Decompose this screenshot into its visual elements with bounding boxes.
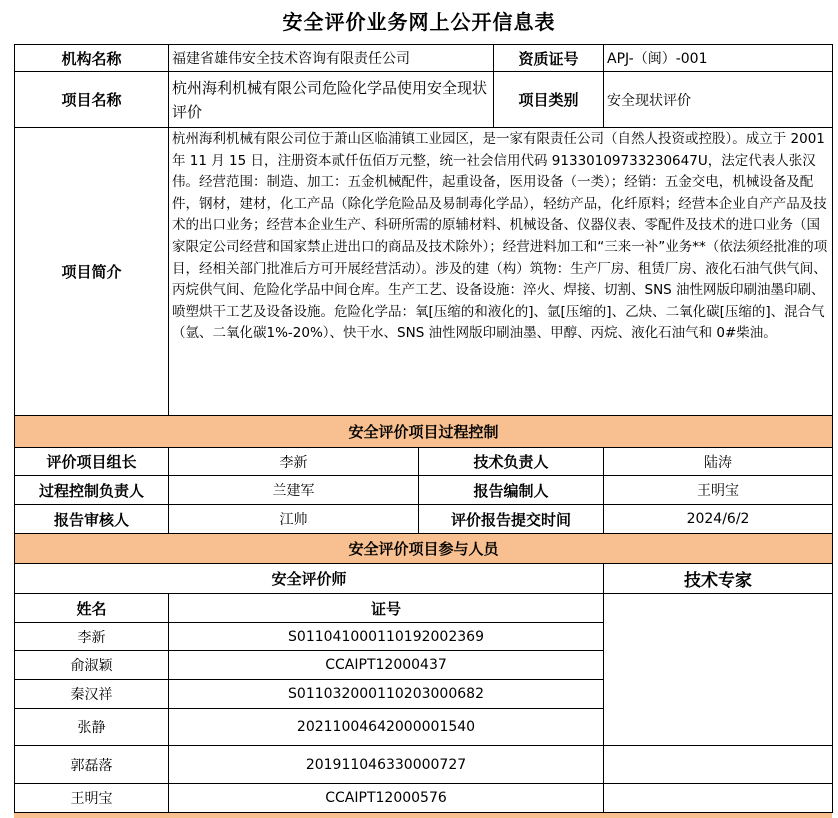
page-title: 安全评价业务网上公开信息表 [282,10,556,34]
project-value: 杭州海利机械有限公司危险化学品使用安全现状评价 [169,72,494,128]
basic-info-table [14,44,833,416]
cert-label: 资质证号 [494,45,604,72]
org-value: 福建省雄伟安全技术咨询有限责任公司 [169,45,494,72]
type-value: 安全现状评价 [604,72,833,128]
person-cert: CCAIPT12000576 [169,784,604,813]
expert-cell [604,594,833,746]
next-section-bar [14,813,832,818]
report-author-value: 王明宝 [604,476,833,505]
process-section-title: 安全评价项目过程控制 [15,416,833,448]
personnel-section-title: 安全评价项目参与人员 [15,534,833,564]
expert-cell [604,784,833,813]
project-label: 项目名称 [15,72,169,128]
submit-date-label: 评价报告提交时间 [419,505,604,534]
cert-header: 证号 [169,594,604,623]
leader-label: 评价项目组长 [15,448,169,476]
expert-cell [604,746,833,784]
type-label: 项目类别 [494,72,604,128]
person-name: 李新 [15,623,169,651]
person-name: 王明宝 [15,784,169,813]
personnel-table [14,563,833,813]
person-name: 俞淑颖 [15,651,169,680]
submit-date-value: 2024/6/2 [604,505,833,534]
tech-lead-value: 陆涛 [604,448,833,476]
person-cert: S011032000110203000682 [169,680,604,709]
name-header: 姓名 [15,594,169,623]
intro-label: 项目简介 [15,128,169,416]
cert-value: APJ-（闽）-001 [604,45,833,72]
process-control-value: 兰建军 [169,476,419,505]
process-control-label: 过程控制负责人 [15,476,169,505]
reviewer-value: 江帅 [169,505,419,534]
table-row [15,746,833,784]
process-table [14,415,833,564]
person-cert: CCAIPT12000437 [169,651,604,680]
expert-header: 技术专家 [604,564,833,594]
person-name: 秦汉祥 [15,680,169,709]
person-cert: 201911046330000727 [169,746,604,784]
org-label: 机构名称 [15,45,169,72]
tech-lead-label: 技术负责人 [419,448,604,476]
person-name: 郭磊落 [15,746,169,784]
person-name: 张静 [15,709,169,746]
report-author-label: 报告编制人 [419,476,604,505]
leader-value: 李新 [169,448,419,476]
person-cert: 20211004642000001540 [169,709,604,746]
table-row [15,784,833,813]
evaluator-header: 安全评价师 [15,564,604,594]
person-cert: S011041000110192002369 [169,623,604,651]
reviewer-label: 报告审核人 [15,505,169,534]
intro-value: 杭州海利机械有限公司位于萧山区临浦镇工业园区，是一家有限责任公司（自然人投资或控股）。成立于 2001 年 11 月 15 日，注册资本贰仟伍佰万元整，统一社会信用代码 91330109733230647U，法定代表人张汉伟。经营范围：制造、加工：五金机械配件，起重设备，医用设备（一类）；经销：五金交电，机械设备及配件，钢材，建材，化工产品（除化学危险品及易制毒化学品），轻纺产品，化纤原料；经营本企业自产产品及技术的出口业务；经营本企业生产、科研所需的原辅材料、机械设备、仪器仪表、零配件及技术的进口业务（国家限定公司经营和国家禁止进出口的商品及技术除外）；经营进料加工和“三来一补”业务**（依法须经批准的项目，经相关部门批准后方可开展经营活动）。涉及的建（构）筑物：生产厂房、租赁厂房、液化石油气供气间、丙烷供气间、危险化学品中间仓库。生产工艺、设备设施：淬火、焊接、切割、SNS 油性网版印刷油墨印刷、喷塑烘干工艺及设备设施。危险化学品：氧[压缩的和液化的]、氩[压缩的]、乙炔、二氧化碳[压缩的]、混合气（氩、二氧化碳1%-20%）、快干水、SNS 油性网版印刷油墨、甲醇、丙烷、液化石油气和 0#柴油。 [169,128,833,416]
